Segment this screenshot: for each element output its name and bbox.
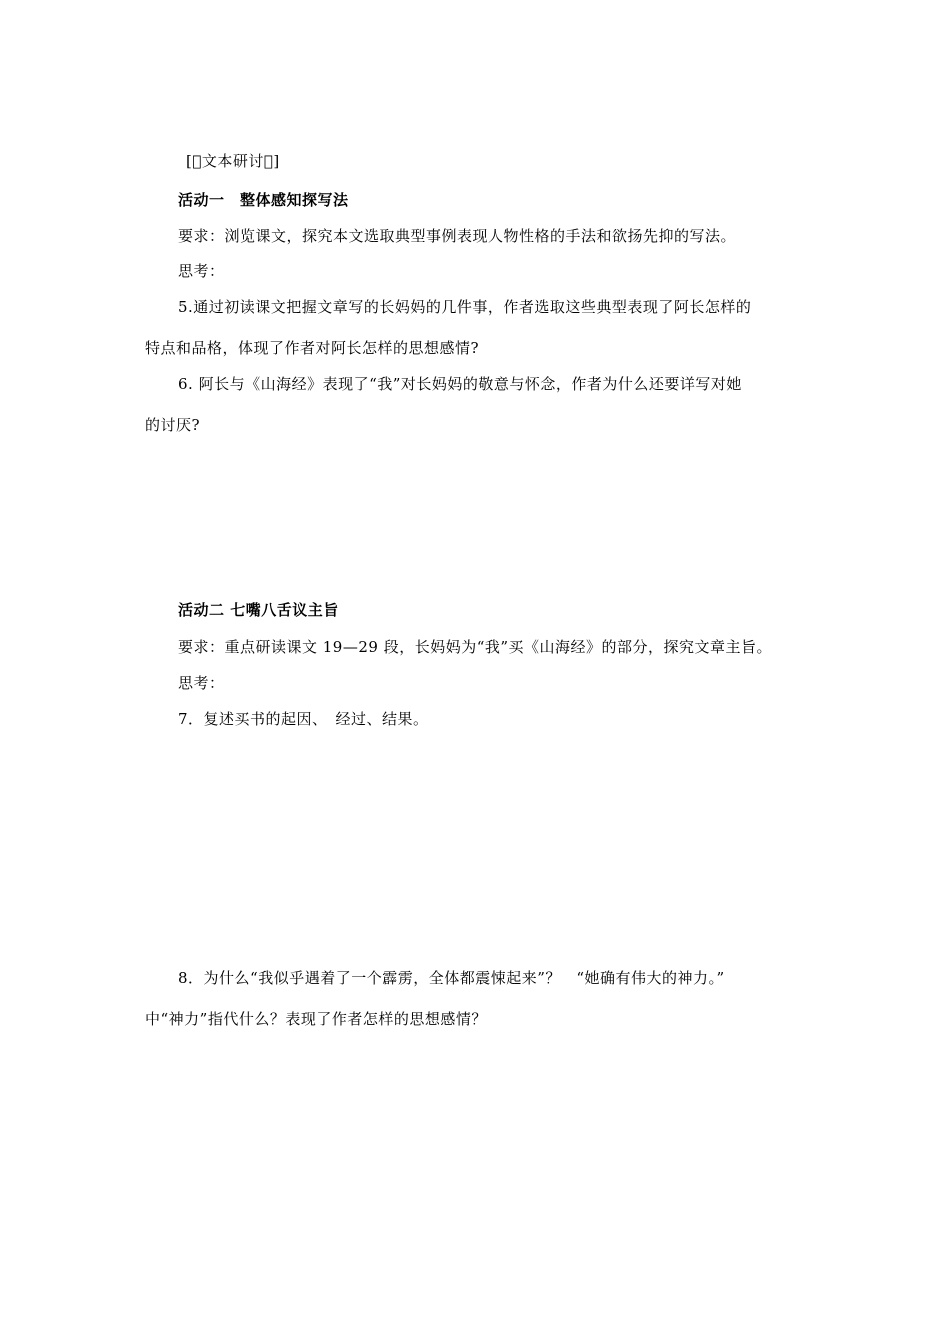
question-6-line-2: 的讨厌?: [145, 416, 201, 434]
section-header: [ 文本研讨 ]: [186, 152, 280, 170]
question-5-line-2: 特点和品格，体现了作者对阿长怎样的思想感情?: [145, 339, 480, 357]
activity1-title: 活动一 整体感知探写法: [178, 191, 349, 209]
activity1-think-label: 思考：: [178, 262, 225, 280]
question-5-line-1: 5.通过初读课文把握文章写的长妈妈的几件事，作者选取这些典型表现了阿长怎样的: [178, 298, 752, 316]
activity2-requirement: 要求：重点研读课文 19—29 段，长妈妈为“我”买《山海经》的部分，探究文章主旨。: [178, 638, 773, 656]
question-7: 7．复述买书的起因、 经过、结果。: [178, 710, 429, 728]
activity2-think-label: 思考：: [178, 674, 225, 692]
question-8-line-2: 中“神力”指代什么？表现了作者怎样的思想感情？: [145, 1010, 487, 1028]
activity2-title: 活动二 七嘴八舌议主旨: [178, 601, 339, 619]
activity1-requirement: 要求：浏览课文，探究本文选取典型事例表现人物性格的手法和欲扬先抑的写法。: [178, 227, 737, 245]
question-8-line-1: 8．为什么“我似乎遇着了一个霹雳，全体都震悚起来”？ “她确有伟大的神力。”: [178, 969, 725, 987]
question-6-line-1: 6. 阿长与《山海经》表现了“我”对长妈妈的敬意与怀念，作者为什么还要详写对她: [178, 375, 742, 393]
